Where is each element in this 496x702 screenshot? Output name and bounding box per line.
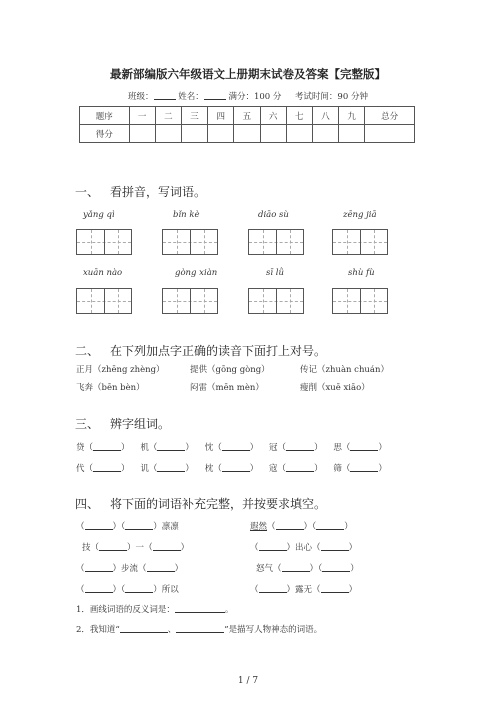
writing-grid[interactable] <box>76 288 132 314</box>
writing-grid[interactable] <box>248 229 304 255</box>
writing-grid[interactable] <box>248 288 304 314</box>
writing-grid[interactable] <box>332 288 388 314</box>
pronunciation-item: 传记（zhuàn chuán） <box>300 365 389 375</box>
idiom-item: （ ）出心（ ） <box>250 543 358 553</box>
pinyin-2: bǐn kè <box>173 210 200 220</box>
idiom-item: （ ）露无（ ） <box>250 585 358 595</box>
question-1: 1．画线词语的反义词是： 。 <box>76 605 234 615</box>
idiom-item: （ ）（ ）凛凛 <box>76 522 179 532</box>
page-number: 1 / 7 <box>237 676 259 686</box>
idiom-item: （ ）步流（ ） <box>76 564 184 574</box>
writing-grid[interactable] <box>162 229 218 255</box>
pinyin-5: xuān nào <box>83 268 123 278</box>
section-2-heading: 二、 在下列加点字正确的读音下面打上对号。 <box>75 344 327 358</box>
score-table <box>79 106 415 143</box>
question-2: 2．我知道“ 、 ”是描写人物神态的词语。 <box>76 625 323 635</box>
pronunciation-item: 飞奔（bēn bèn） <box>76 383 145 393</box>
pinyin-3: diāo sù <box>258 210 289 220</box>
section-4-heading: 四、 将下面的词语补充完整，并按要求填空。 <box>75 497 327 511</box>
idiom-item: 怒气（ ）（ ） <box>256 564 359 574</box>
pinyin-1: yǎng qì <box>83 210 115 220</box>
pronunciation-item: 提供（gōng gòng） <box>190 365 270 375</box>
pinyin-7: sī lǜ <box>266 268 284 278</box>
pinyin-8: shù fù <box>348 268 375 278</box>
pronunciation-item: 瘦削（xuē xiāo） <box>300 383 370 393</box>
pronunciation-item: 闷雷（mēn mèn） <box>190 383 264 393</box>
idiom-item: 技（ ）一（ ） <box>82 543 190 553</box>
idiom-item: 遐然（ ）（ ） <box>250 522 353 532</box>
exam-info: 班级： 姓名： 满分：100 分 考试时间：90 分钟 <box>128 92 368 102</box>
idiom-item: （ ）（ ）所以 <box>76 585 179 595</box>
section-1-heading: 一、 看拼音，写词语。 <box>75 185 207 199</box>
score-table-row: 得分 <box>80 125 415 143</box>
pinyin-6: gòng xiàn <box>175 268 218 278</box>
section-3-heading: 三、 辨字组词。 <box>75 417 171 431</box>
writing-grid[interactable] <box>162 288 218 314</box>
pronunciation-item: 正月（zhēng zhèng） <box>76 365 165 375</box>
word-group-row-2: 代（ ） 讥（ ） 枕（ ） 寇（ ） 筛（ ） <box>76 464 387 474</box>
word-group-row-1: 贷（ ） 机（ ） 忱（ ） 冠（ ） 思（ ） <box>76 443 387 453</box>
score-table-header: 题序 一 二 三 四 五 六 七 八 九 总分 <box>80 107 415 125</box>
writing-grid[interactable] <box>76 229 132 255</box>
pinyin-4: zēng jiā <box>343 210 377 220</box>
page-title: 最新部编版六年级语文上册期末试卷及答案【完整版】 <box>110 67 386 81</box>
writing-grid[interactable] <box>332 229 388 255</box>
